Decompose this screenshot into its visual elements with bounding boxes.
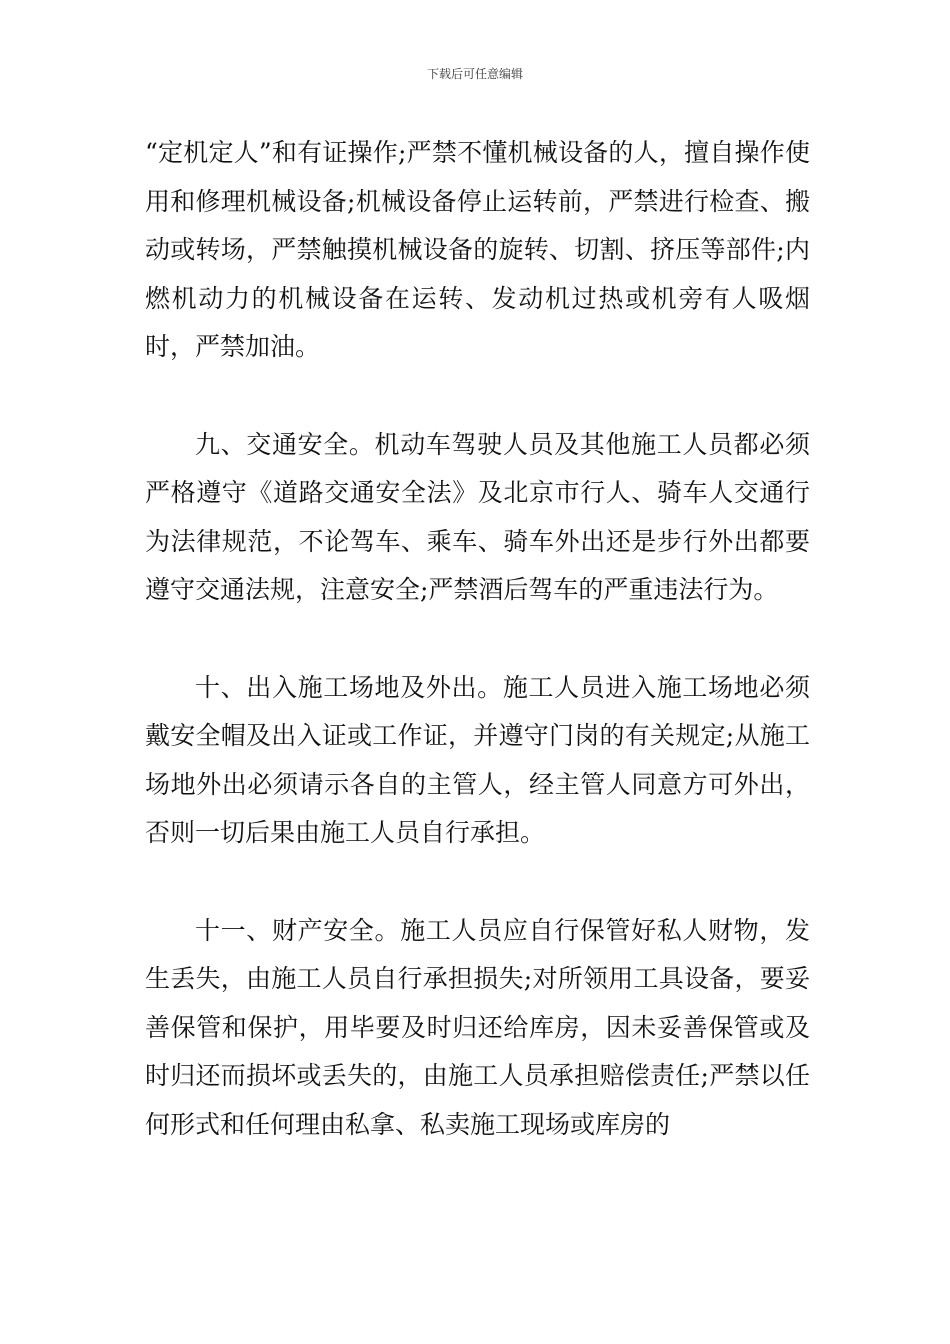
paragraph-property-safety: 十一、财产安全。施工人员应自行保管好私人财物，发生丢失，由施工人员自行承担损失;对所领用工具设备，要妥善保管和保护，用毕要及时归还给库房，因未妥善保管或及时归还而损坏或丢失的，由施工人员承担赔偿责任;严禁以任何形式和任何理由私拿、私卖施工现场或库房的 (145, 915, 810, 1139)
page-header-note: 下载后可任意编辑 (426, 67, 523, 81)
paragraph-traffic-safety: 九、交通安全。机动车驾驶人员及其他施工人员都必须严格遵守《道路交通安全法》及北京市行人、骑车人交通行为法律规范，不论驾车、乘车、骑车外出还是步行外出都要遵守交通法规，注意安全;严禁酒后驾车的严重违法行为。 (145, 429, 810, 604)
document-body (145, 129, 810, 1149)
paragraph-machinery-rules: “定机定人”和有证操作;严禁不懂机械设备的人，擅自操作使用和修理机械设备;机械设备停止运转前，严禁进行检查、搬动或转场，严禁触摸机械设备的旋转、切割、挤压等部件;内燃机动力的机械设备在运转、发动机过热或机旁有人吸烟时，严禁加油。 (145, 138, 810, 361)
paragraph-site-access: 十、出入施工场地及外出。施工人员进入施工场地必须戴安全帽及出入证或工作证，并遵守门岗的有关规定;从施工场地外出必须请示各自的主管人，经主管人同意方可外出，否则一切后果由施工人员自行承担。 (145, 672, 810, 847)
